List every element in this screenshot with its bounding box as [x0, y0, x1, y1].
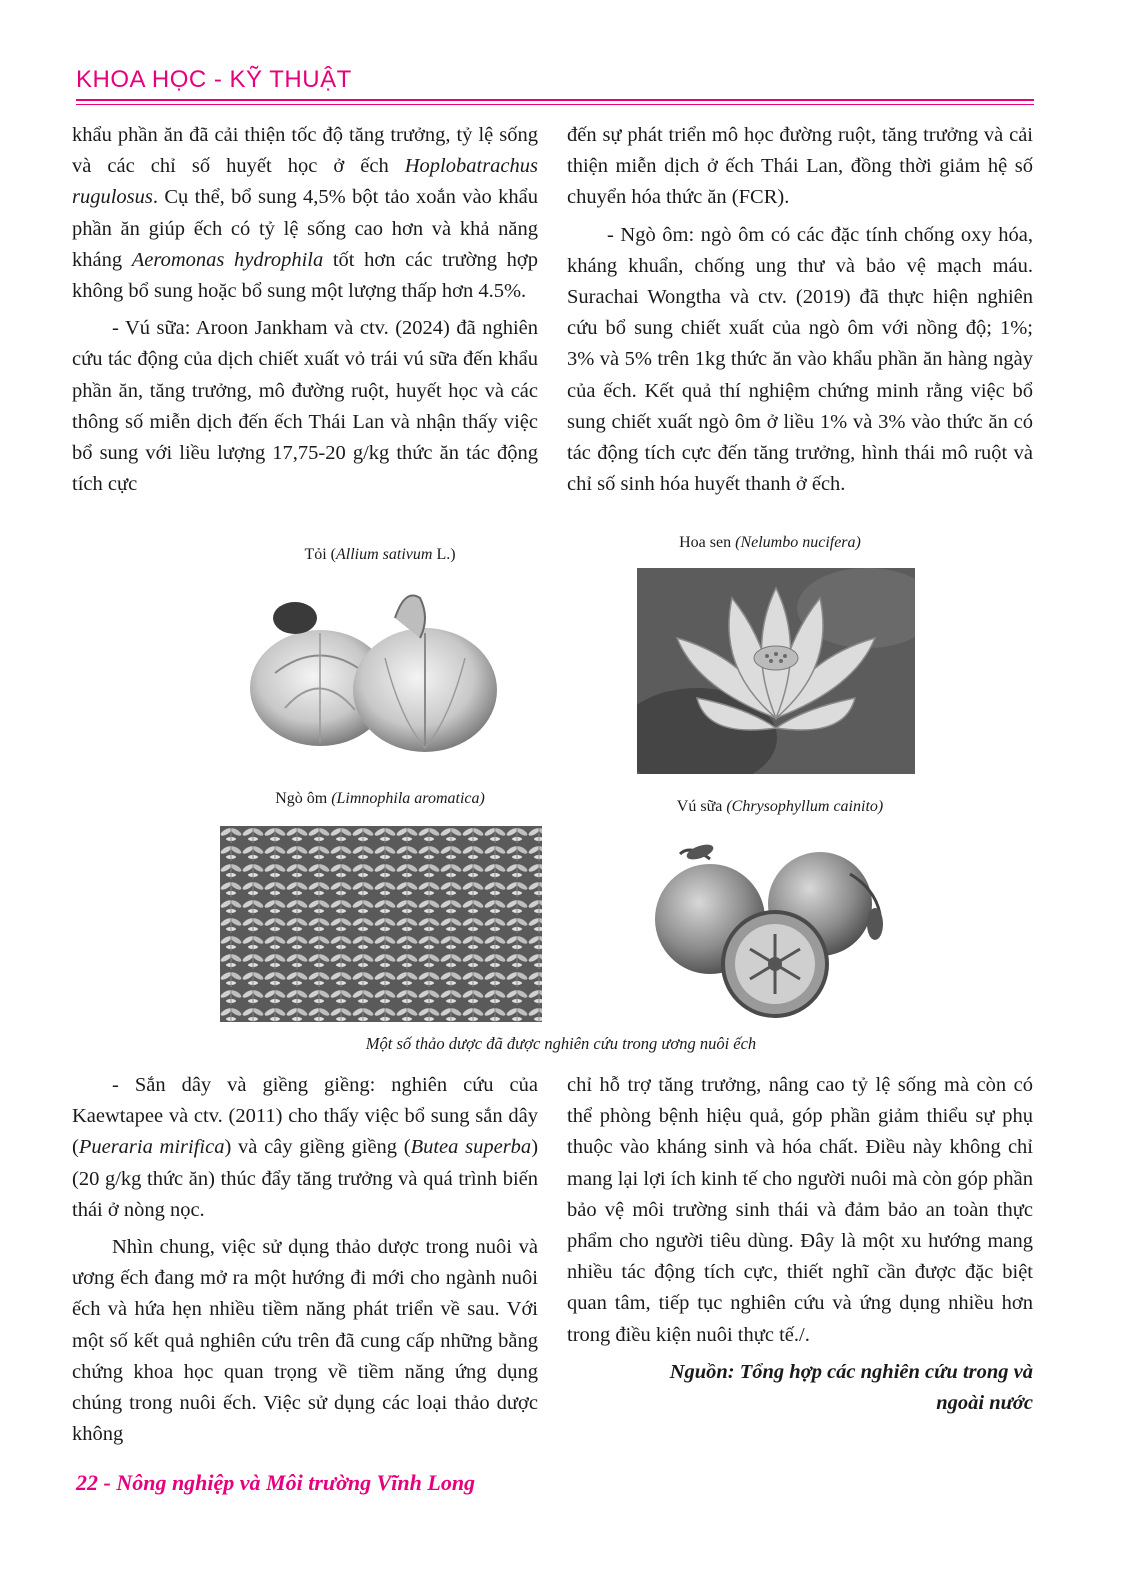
- vu-sua-caption: Vú sữa (Chrysophyllum cainito): [676, 798, 884, 815]
- garlic-image: [245, 578, 515, 758]
- source-line: Nguồn: Tổng hợp các nghiên cứu trong và: [669, 1360, 1033, 1383]
- text-run: ) (20 g/kg thức ăn) thúc đẩy tăng trưởng và quá trình biến thái ở nòng nọc.: [72, 1136, 539, 1221]
- paragraph: [72, 1070, 538, 1226]
- text-run: ) và cây giềng giềng (: [224, 1136, 411, 1159]
- ngo-om-caption: Ngò ôm (Limnophila aromatica): [275, 790, 485, 807]
- ngo-om-image: [220, 826, 542, 1022]
- text-run: . Cụ thể, bổ sung 4,5% bột tảo xoắn vào khẩu phần ăn giúp ếch có tỷ lệ sống cao hơn và khả năng kháng: [72, 186, 538, 271]
- paragraph: đến sự phát triển mô học đường ruột, tăng trưởng và cải thiện miễn dịch ở ếch Thái Lan, đồng thời giảm hệ số chuyển hóa thức ăn (FCR).: [567, 124, 1033, 209]
- species-name: Butea superba: [410, 1136, 532, 1159]
- page-footer: 22 - Nông nghiệp và Môi trường Vĩnh Long: [76, 1470, 476, 1495]
- lotus-caption: Hoa sen (Nelumbo nucifera): [679, 534, 861, 551]
- section-title: KHOA HỌC - KỸ THUẬT: [76, 66, 352, 93]
- column-bottom-left: [72, 1070, 538, 1456]
- species-name: Pueraria mirifica: [78, 1136, 225, 1159]
- figure-caption: Một số thảo dược đã được nghiên cứu trong ương nuôi ếch: [365, 1034, 757, 1053]
- species-name: Hoplobatrachus rugulosus: [72, 155, 538, 209]
- species-name: Aeromonas hydrophila: [131, 248, 324, 271]
- garlic-caption: Tỏi (Allium sativum L.): [304, 546, 456, 563]
- text-run: tốt hơn các trường hợp không bổ sung hoặc bổ sung một lượng thấp hơn 4.5%.: [72, 248, 539, 303]
- vu-sua-image: [650, 834, 890, 1024]
- column-bottom-right: [567, 1070, 1033, 1419]
- column-top-left: [72, 120, 538, 506]
- header-rule-thin: [76, 104, 1034, 105]
- paragraph: - Vú sữa: Aroon Jankham và ctv. (2024) đã nghiên cứu tác động của dịch chiết xuất vỏ trái vú sữa đến khẩu phần ăn, tăng trưởng, mô đường ruột, huyết học và các thông số miễn dịch đến ếch Thái Lan và nhận thấy việc bổ sung với liều lượng 17,75-20 g/kg thức ăn tác động tích cực: [72, 317, 538, 496]
- text-run: khẩu phần ăn đã cải thiện tốc độ tăng trưởng, tỷ lệ sống và các chỉ số huyết học ở ếch: [72, 124, 538, 178]
- paragraph: [72, 120, 538, 307]
- text-run: - Sắn dây và giềng giềng: nghiên cứu của Kaewtapee và ctv. (2011) cho thấy việc bổ sung sắn dây (: [72, 1074, 538, 1159]
- paragraph: chỉ hỗ trợ tăng trưởng, nâng cao tỷ lệ sống mà còn có thể phòng bệnh hiệu quả, góp phần giảm thiểu sự phụ thuộc vào kháng sinh và hóa chất. Điều này không chỉ mang lại lợi ích kinh tế cho người nuôi mà còn góp phần bảo vệ môi trường sinh thái và đảm bảo an toàn thực phẩm cho người tiêu dùng. Đây là một xu hướng mang nhiều tác động tích cực, thiết nghĩ cần được đặc biệt quan tâm, tiếp tục nghiên cứu và ứng dụng nhiều hơn trong điều kiện nuôi thực tế./.: [567, 1074, 1033, 1346]
- paragraph: Nhìn chung, việc sử dụng thảo dược trong nuôi và ương ếch đang mở ra một hướng đi mới cho ngành nuôi ếch và hứa hẹn nhiều tiềm năng phát triển về sau. Với một số kết quả nghiên cứu trên đã cung cấp những bằng chứng khoa học quan trọng về tiềm năng ứng dụng chúng trong nuôi ếch. Việc sử dụng các loại thảo dược không: [72, 1236, 538, 1446]
- source-line: ngoài nước: [936, 1392, 1033, 1415]
- column-top-right: [567, 120, 1033, 506]
- header-rule: [76, 99, 1034, 101]
- lotus-image: [637, 568, 915, 774]
- paragraph: - Ngò ôm: ngò ôm có các đặc tính chống oxy hóa, kháng khuẩn, chống ung thư và bảo vệ mạch máu. Surachai Wongtha và ctv. (2019) đã thực hiện nghiên cứu bổ sung chiết xuất của ngò ôm với nồng độ; 1%; 3% và 5% trên 1kg thức ăn vào khẩu phần ăn hàng ngày của ếch. Kết quả thí nghiệm chứng minh rằng việc bổ sung chiết xuất ngò ôm ở liều 1% và 3% vào thức ăn có tác động tích cực đến tăng trưởng, hình thái mô ruột và chỉ số sinh hóa huyết thanh ở ếch.: [567, 223, 1033, 496]
